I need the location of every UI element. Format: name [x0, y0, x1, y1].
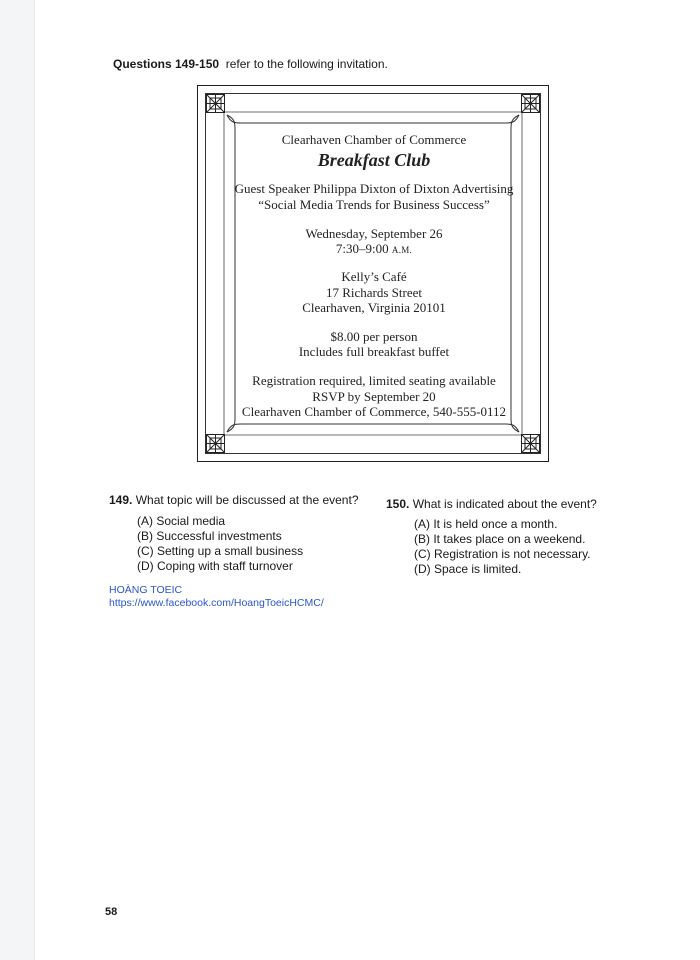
- invitation-registration: Registration required, limited seating available: [252, 373, 496, 388]
- corner-ornament-icon: [206, 434, 225, 453]
- invitation-speaker: Guest Speaker Philippa Dixton of Dixton Advertising: [234, 181, 514, 196]
- credit-name: HOÀNG TOEIC: [109, 584, 183, 596]
- margin-divider: [34, 0, 35, 960]
- corner-ornament-icon: [206, 94, 225, 113]
- question-number: 150.: [386, 497, 410, 511]
- answer-option[interactable]: (D) Coping with staff turnover: [137, 559, 293, 573]
- invitation-city: Clearhaven, Virginia 20101: [302, 300, 446, 315]
- answer-option[interactable]: (A) Social media: [137, 514, 226, 528]
- question-149: [109, 493, 359, 507]
- questions-intro: [113, 57, 388, 71]
- answer-option[interactable]: (B) It takes place on a weekend.: [414, 532, 586, 546]
- questions-range: Questions 149-150: [113, 57, 220, 71]
- question-text: What is indicated about the event?: [412, 497, 597, 511]
- credit-link[interactable]: https://www.facebook.com/HoangToeicHCMC/: [109, 597, 324, 609]
- invitation-date: Wednesday, September 26: [305, 226, 443, 241]
- invitation-price-note: Includes full breakfast buffet: [298, 344, 450, 359]
- questions-intro-text: refer to the following invitation.: [225, 57, 388, 71]
- invitation-title: Breakfast Club: [317, 150, 431, 170]
- corner-ornament-icon: [521, 434, 540, 453]
- answer-option[interactable]: (B) Successful investments: [137, 529, 282, 543]
- question-150: [386, 497, 597, 511]
- invitation-price: $8.00 per person: [330, 329, 418, 344]
- invitation-venue: Kelly’s Café: [341, 269, 407, 284]
- answer-option[interactable]: (D) Space is limited.: [414, 562, 522, 576]
- answer-option[interactable]: (C) Setting up a small business: [137, 544, 304, 558]
- corner-ornament-icon: [521, 94, 540, 113]
- answer-option[interactable]: (A) It is held once a month.: [414, 517, 558, 531]
- question-number: 149.: [109, 493, 133, 507]
- question-text: What topic will be discussed at the event?: [135, 493, 359, 507]
- page-left-margin: [0, 0, 34, 960]
- invitation-rsvp: RSVP by September 20: [312, 389, 436, 404]
- invitation-time-range: 7:30–9:00: [335, 241, 389, 256]
- invitation-time: [230, 241, 518, 258]
- answer-option[interactable]: (C) Registration is not necessary.: [414, 547, 591, 561]
- invitation-contact: Clearhaven Chamber of Commerce, 540-555-0112: [241, 404, 507, 419]
- invitation-talk-title: “Social Media Trends for Business Success”: [258, 197, 490, 212]
- invitation-organization: Clearhaven Chamber of Commerce: [281, 132, 467, 147]
- invitation-street: 17 Richards Street: [325, 285, 423, 300]
- invitation-time-suffix: A.M.: [391, 245, 413, 255]
- page-number: 58: [105, 906, 118, 918]
